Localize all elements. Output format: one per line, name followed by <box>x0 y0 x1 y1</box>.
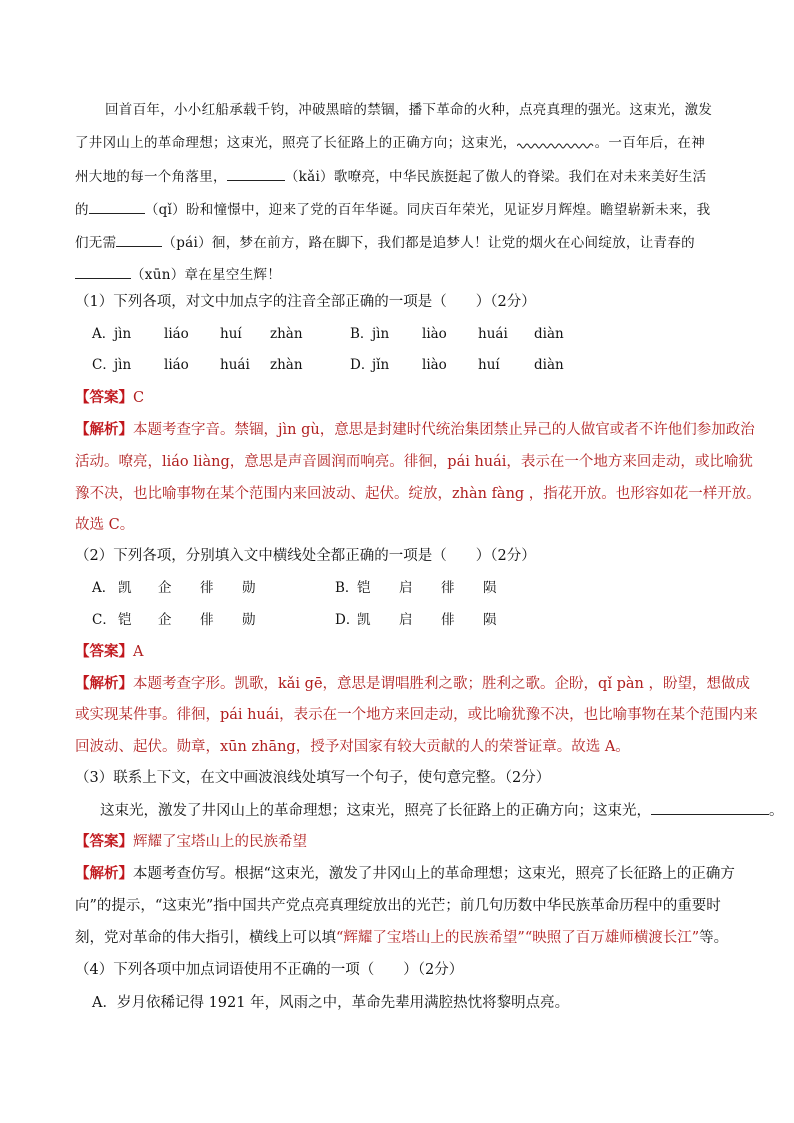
q3-prompt <box>100 800 784 821</box>
option-letter: C． <box>92 612 116 628</box>
option-item: 俳 <box>441 612 455 628</box>
option-item: huái <box>478 326 508 342</box>
passage-line-1: 回首百年，小小红船承载千钧，冲破黑暗的禁锢，播下革命的火种，点亮真理的强光。这束光，激发 <box>105 102 713 118</box>
option-item: 启 <box>399 612 413 628</box>
q2-option-a <box>92 578 282 598</box>
q2-answer <box>75 642 143 662</box>
passage-line-2 <box>75 133 705 153</box>
analysis-text: 刻，党对革命的伟大指引，横线上可以填 <box>75 930 336 946</box>
q2-option-d <box>335 610 523 630</box>
passage-line-5-end: （pái）徊，梦在前方，路在脚下，我们都是追梦人！让党的烟火在心间绽放，让青春的 <box>162 235 695 251</box>
q3-prompt-end: 。 <box>769 803 784 819</box>
q4-stem: （4）下列各项中加点词语使用不正确的一项（ ）（2分） <box>75 962 464 978</box>
option-letter: D． <box>350 357 375 373</box>
passage-line-6-end: （xūn）章在星空生辉！ <box>131 267 282 283</box>
q3-analysis-line-3 <box>75 928 728 948</box>
passage-line-2-text: 了井冈山上的革命理想；这束光，照亮了长征路上的正确方向；这束光， <box>75 135 517 151</box>
option-item: 凯 <box>357 612 371 628</box>
option-item: zhàn <box>270 326 303 342</box>
option-letter: B． <box>335 580 359 596</box>
passage-line-4-start: 的 <box>75 202 89 218</box>
passage-line-3-start: 州大地的每一个角落里， <box>75 169 227 185</box>
option-item: 启 <box>399 580 413 596</box>
answer-label: 【答案】 <box>75 833 133 850</box>
q1-stem: （1）下列各项，对文中加点字的注音全部正确的一项是（ ）（2分） <box>75 294 536 310</box>
q3-prompt-text: 这束光，激发了井冈山上的革命理想；这束光，照亮了长征路上的正确方向；这束光， <box>100 803 651 819</box>
passage-line-3 <box>75 166 706 187</box>
answer-value: A <box>133 644 144 660</box>
option-item: 铠 <box>357 580 371 596</box>
option-item: liào <box>422 326 447 342</box>
blank-qi <box>89 199 145 214</box>
option-item: 企 <box>158 580 172 596</box>
q1-analysis-line-1 <box>75 420 755 440</box>
option-item: jìn <box>114 326 132 342</box>
option-letter: D． <box>335 612 360 628</box>
q1-analysis-line-4: 故选 C。 <box>75 517 135 533</box>
q1-analysis-line-2: 活动。嘹亮，liáo liàng，意思是声音圆润而响亮。徘徊，pái huái，表示在一个地方来回走动，或比喻犹 <box>75 454 753 470</box>
option-item: 铠 <box>118 612 132 628</box>
passage-line-5 <box>75 232 695 253</box>
option-item: 徘 <box>200 580 214 596</box>
q1-option-c <box>92 355 330 375</box>
option-item: 陨 <box>483 580 497 596</box>
option-item: liáo <box>164 357 189 373</box>
option-item: liáo <box>164 326 189 342</box>
analysis-label: 【解析】 <box>75 865 133 882</box>
q3-analysis-line-2: 向”的提示，“这束光”指中国共产党点亮真理绽放出的光芒；前几句历数中华民族革命历程中的重要时 <box>75 898 721 914</box>
q2-option-b <box>335 578 523 598</box>
passage-line-4 <box>75 199 710 220</box>
option-letter: B． <box>350 326 374 342</box>
option-item: zhàn <box>270 357 303 373</box>
q3-analysis-line-1 <box>75 864 735 884</box>
q1-analysis-line-3: 豫不决，也比喻事物在某个范围内来回波动、起伏。绽放，zhàn fàng ，指花开放。也形容如花一样开放。 <box>75 486 761 502</box>
passage-line-5-start: 们无需 <box>75 235 117 251</box>
blank-kai <box>227 166 285 181</box>
passage-line-4-end: （qǐ）盼和憧憬中，迎来了党的百年华诞。同庆百年荣光，见证岁月辉煌。瞻望崭新未来，我 <box>144 202 711 218</box>
option-item: jìn <box>114 357 132 373</box>
q2-option-c <box>92 610 282 630</box>
q4-option-a: A．岁月依稀记得 1921 年，风雨之中，革命先辈用满腔热忱将黎明点亮。 <box>92 995 570 1011</box>
passage-line-2-end: 。一百年后，在神 <box>594 135 706 151</box>
option-item: 勋 <box>242 612 256 628</box>
option-letter: A． <box>92 580 116 596</box>
option-item: 俳 <box>200 612 214 628</box>
q1-option-a <box>92 324 330 344</box>
analysis-label: 【解析】 <box>75 421 133 438</box>
answer-value: C <box>133 390 145 406</box>
analysis-label: 【解析】 <box>75 675 133 692</box>
answer-value: 辉耀了宝塔山上的民族希望 <box>133 834 307 850</box>
analysis-text: 本题考查字音。禁锢，jìn gù，意思是封建时代统治集团禁止异己的人做官或者不许他们参加政治 <box>133 422 755 438</box>
answer-label: 【答案】 <box>75 389 133 406</box>
option-item: 徘 <box>441 580 455 596</box>
analysis-quote: “辉耀了宝塔山上的民族希望”“映照了百万雄师横渡长江” <box>336 930 700 946</box>
q2-analysis-line-3: 回波动、起伏。勋章，xūn zhāng，授予对国家有较大贡献的人的荣誉证章。故选 A。 <box>75 739 630 755</box>
analysis-text: 本题考查仿写。根据“这束光，激发了井冈山上的革命理想；这束光，照亮了长征路上的正确方 <box>133 866 735 882</box>
q1-answer <box>75 388 144 408</box>
q3-stem: （3）联系上下文，在文中画波浪线处填写一个句子，使句意完整。（2分） <box>75 770 551 786</box>
analysis-text-end: 等。 <box>699 930 729 946</box>
option-item: huái <box>220 357 250 373</box>
passage-line-3-end: （kǎi）歌嘹亮，中华民族挺起了傲人的脊梁。我们在对未来美好生活 <box>284 169 707 185</box>
option-item: 陨 <box>483 612 497 628</box>
option-item: huí <box>220 326 242 342</box>
option-item: jìn <box>372 326 390 342</box>
q2-analysis-line-2: 或实现某件事。徘徊，pái huái，表示在一个地方来回走动，或比喻犹豫不决，也比喻事物在某个范围内来 <box>75 707 758 723</box>
q2-stem: （2）下列各项，分别填入文中横线处全都正确的一项是（ ）（2分） <box>75 548 536 564</box>
option-letter: C． <box>92 357 116 373</box>
option-item: 勋 <box>242 580 256 596</box>
wavy-blank <box>517 135 595 147</box>
option-item: 企 <box>158 612 172 628</box>
q2-analysis-line-1 <box>75 674 750 694</box>
option-item: diàn <box>534 326 564 342</box>
option-item: liào <box>422 357 447 373</box>
option-item: huí <box>478 357 500 373</box>
blank-xun <box>75 264 131 279</box>
analysis-text: 本题考查字形。凯歌，kǎi gē，意思是谓唱胜利之歌；胜利之歌。企盼，qǐ pàn ，盼望，想做成 <box>133 676 750 692</box>
q3-answer <box>75 832 307 852</box>
answer-label: 【答案】 <box>75 643 133 660</box>
blank-pai <box>116 232 162 247</box>
passage-line-6 <box>75 264 281 285</box>
q1-option-d <box>350 355 594 375</box>
option-item: 凯 <box>118 580 132 596</box>
option-item: diàn <box>534 357 564 373</box>
q3-answer-blank <box>651 800 769 815</box>
option-letter: A． <box>92 326 116 342</box>
option-item: jǐn <box>372 357 390 373</box>
q1-option-b <box>350 324 594 344</box>
